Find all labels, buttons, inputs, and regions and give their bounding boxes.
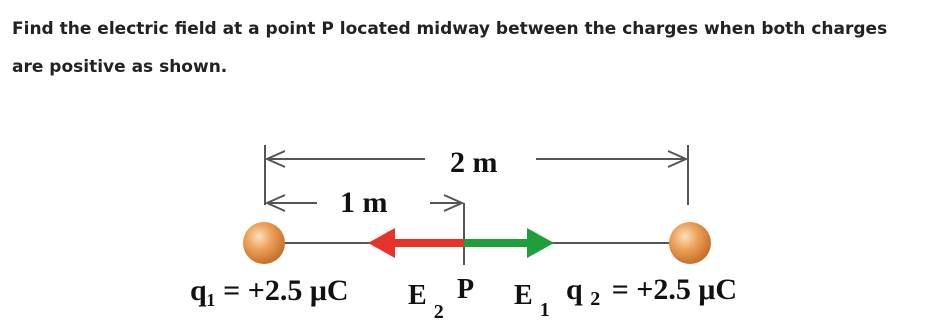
dim-1m-label: 1 m	[340, 186, 388, 219]
charge-q2	[669, 222, 711, 264]
field-e1-subscript: 1	[539, 299, 550, 321]
charge-q2-symbol: q	[566, 273, 583, 306]
field-e1-label	[514, 280, 550, 321]
field-e2-arrow	[368, 228, 464, 258]
charge-q2-label	[566, 273, 737, 312]
charge-q1-label: q₁ = +2.5 μC	[190, 274, 349, 307]
field-e1-arrow	[464, 228, 554, 258]
point-p-label: P	[457, 274, 475, 305]
field-e2-label	[408, 280, 444, 323]
charge-q1	[243, 222, 285, 264]
field-e1-symbol: E	[514, 280, 533, 311]
charge-q2-subscript: 2	[590, 288, 601, 310]
dim-2m-label: 2 m	[450, 146, 498, 179]
charge-q2-value: = +2.5 μC	[611, 273, 738, 306]
field-e2-subscript: 2	[433, 301, 444, 323]
field-e2-symbol: E	[408, 280, 427, 311]
question-text: Find the electric field at a point P located midway between the charges when both charges are positive as shown.	[12, 19, 888, 77]
